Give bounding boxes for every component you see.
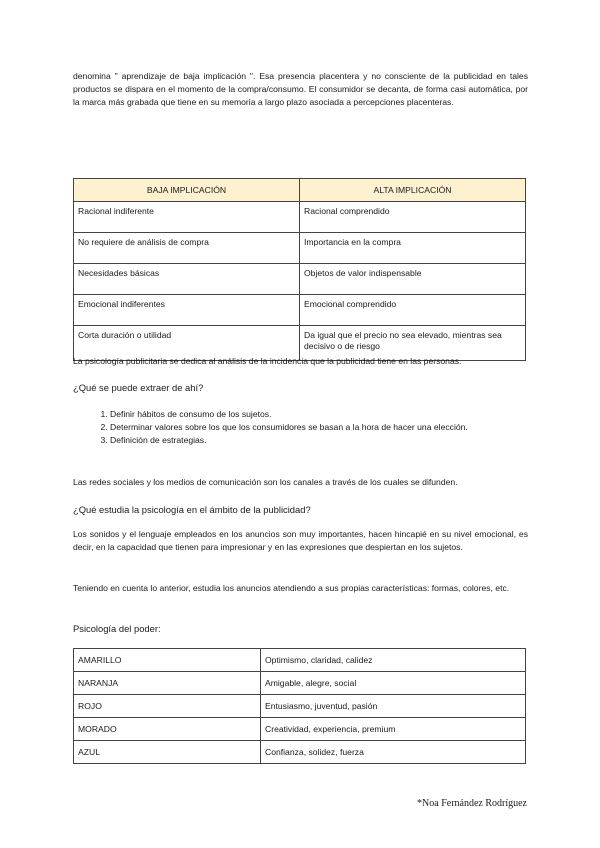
author-footer: *Noa Fernández Rodríguez	[417, 798, 527, 809]
table-row	[74, 741, 526, 764]
color-meaning: Creatividad, experiencia, premium	[261, 718, 526, 741]
color-meaning: Optimismo, claridad, calidez	[261, 649, 526, 672]
networks-paragraph: Las redes sociales y los medios de comunicación son los canales a través de los cuales se difunden.	[73, 477, 458, 487]
table-row	[74, 695, 526, 718]
table-cell: Objetos de valor indispensable	[300, 264, 526, 295]
list-item: 3. Definición de estrategias.	[110, 434, 565, 447]
table-cell: Emocional indiferentes	[74, 295, 300, 326]
implication-table	[73, 178, 526, 361]
ads-paragraph: Teniendo en cuenta lo anterior, estudia los anuncios atendiendo a sus propias características: formas, colores, etc.	[73, 583, 510, 593]
table-row	[74, 295, 526, 326]
table-row	[74, 718, 526, 741]
table-cell: No requiere de análisis de compra	[74, 233, 300, 264]
question-extract: ¿Qué se puede extraer de ahí?	[73, 382, 204, 393]
definitions-list	[73, 408, 565, 447]
question-study: ¿Qué estudia la psicología en el ámbito de la publicidad?	[73, 504, 311, 515]
header-low-implication: BAJA IMPLICACIÓN	[74, 179, 300, 202]
intro-paragraph: denomina " aprendizaje de baja implicación ". Esa presencia placentera y no consciente de la publicidad en tales productos se dispara en el momento de la compra/consumo. El consumidor se decanta, de forma casi automática, por la marca más grabada que tiene en su memoria a largo plazo asociada a percepciones placenteras.	[73, 71, 528, 107]
color-name: AZUL	[74, 741, 261, 764]
table-cell: Importancia en la compra	[300, 233, 526, 264]
color-meaning: Entusiasmo, juventud, pasión	[261, 695, 526, 718]
list-item: 1. Definir hábitos de consumo de los sujetos.	[110, 408, 565, 421]
color-name: MORADO	[74, 718, 261, 741]
color-name: NARANJA	[74, 672, 261, 695]
color-meaning: Amigable, alegre, social	[261, 672, 526, 695]
table-cell: Da igual que el precio no sea elevado, mientras sea decisivo o de riesgo	[300, 326, 526, 361]
list-item: 2. Determinar valores sobre los que los consumidores se basan a la hora de hacer una elección.	[110, 421, 565, 434]
sounds-paragraph: Los sonidos y el lenguaje empleados en los anuncios son muy importantes, hacen hincapié en su nivel emocional, es decir, en la capacidad que tienen para impresionar y en las expresiones que despiertan en los sujetos.	[73, 529, 528, 552]
power-heading: Psicología del poder:	[73, 623, 161, 634]
color-psychology-table	[73, 648, 526, 764]
header-high-implication: ALTA IMPLICACIÓN	[300, 179, 526, 202]
color-name: AMARILLO	[74, 649, 261, 672]
table-cell: Racional comprendido	[300, 202, 526, 233]
table-cell: Racional indiferente	[74, 202, 300, 233]
table-cell: Emocional comprendido	[300, 295, 526, 326]
table-cell: Necesidades básicas	[74, 264, 300, 295]
table-row	[74, 672, 526, 695]
psychology-paragraph: La psicología publicitaria se dedica al análisis de la incidencia que la publicidad tiene en las personas.	[73, 356, 462, 366]
color-meaning: Confianza, solidez, fuerza	[261, 741, 526, 764]
table-row	[74, 202, 526, 233]
table-row	[74, 649, 526, 672]
color-name: ROJO	[74, 695, 261, 718]
table-row	[74, 233, 526, 264]
table-cell: Corta duración o utilidad	[74, 326, 300, 361]
table-row	[74, 264, 526, 295]
table-header-row	[74, 179, 526, 202]
